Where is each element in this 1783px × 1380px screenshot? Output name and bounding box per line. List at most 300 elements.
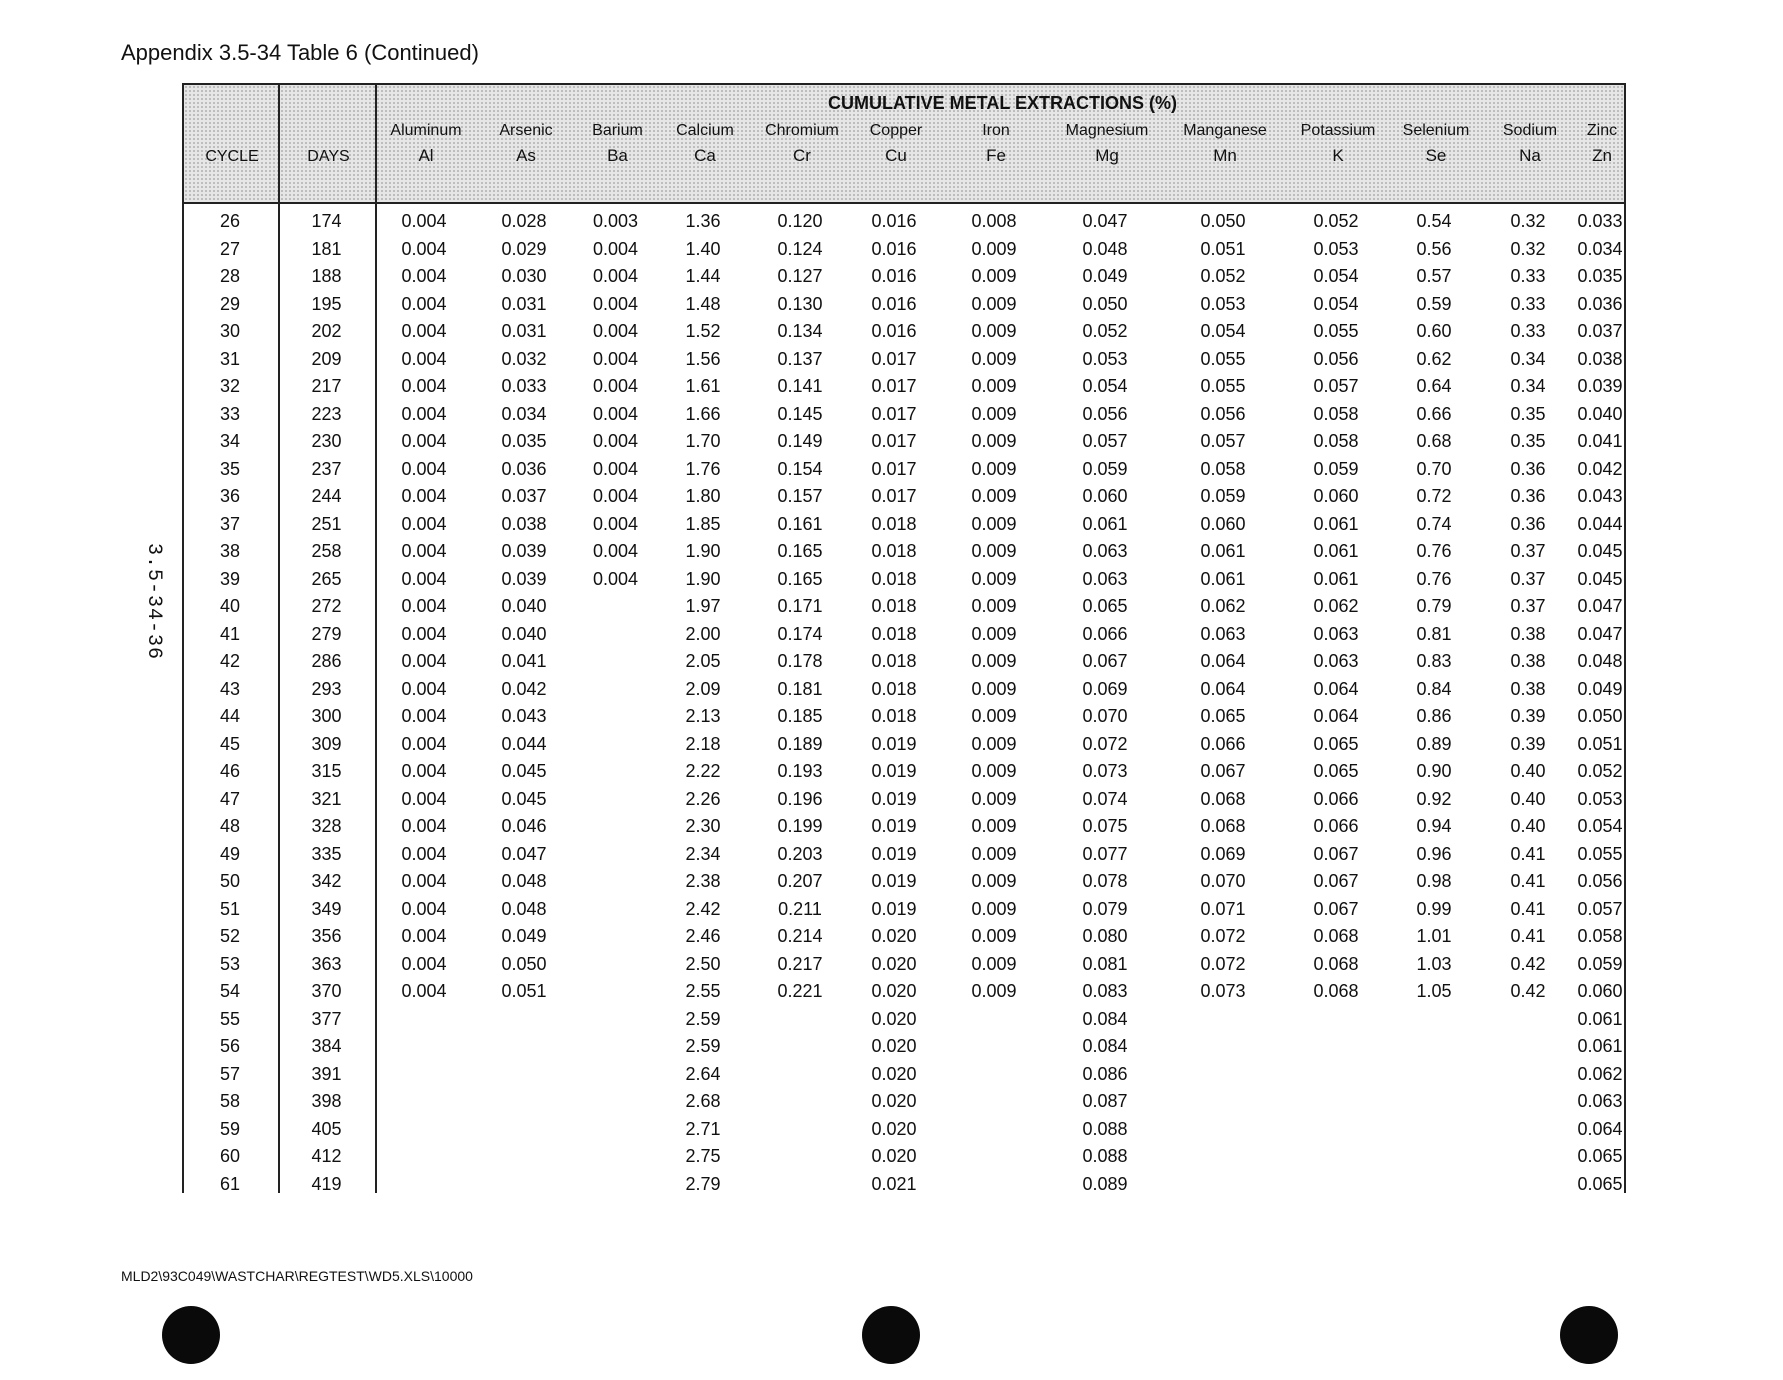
cell-as: 0.035 xyxy=(501,431,547,451)
table-row xyxy=(182,896,1626,924)
cell-cr xyxy=(750,1116,850,1144)
cell-ca: 2.13 xyxy=(685,706,721,726)
cell-fe: 0.009 xyxy=(971,403,1017,424)
cell-cycle: 57 xyxy=(219,1063,241,1084)
cell-ba: 0.004 xyxy=(592,348,639,369)
cell-zn: 0.062 xyxy=(1577,1063,1623,1084)
cell-zn: 0.049 xyxy=(1577,678,1623,699)
cell-mn xyxy=(1160,1116,1286,1144)
table-row xyxy=(182,1033,1626,1061)
cell-mn: 0.063 xyxy=(1200,623,1246,644)
cell-cycle: 33 xyxy=(219,403,241,424)
column-symbol: Al xyxy=(418,146,434,165)
cell-cr: 0.124 xyxy=(777,238,823,259)
cell-mg: 0.077 xyxy=(1082,843,1128,864)
cell-as: 0.042 xyxy=(501,678,547,699)
cell-fe: 0.009 xyxy=(971,843,1017,864)
cell-cr: 0.181 xyxy=(777,678,823,699)
cell-na: 0.37 xyxy=(1510,596,1546,616)
cell-ca: 2.05 xyxy=(685,651,721,671)
cell-cr: 0.174 xyxy=(777,623,823,644)
cell-cu: 0.017 xyxy=(871,376,917,396)
cell-as: 0.039 xyxy=(501,568,547,589)
cell-se: 0.62 xyxy=(1416,348,1452,369)
cell-as xyxy=(473,1006,575,1034)
cell-cu: 0.018 xyxy=(871,513,917,534)
column-symbol: DAYS xyxy=(307,148,350,165)
cell-ba xyxy=(575,703,656,731)
cell-mn: 0.064 xyxy=(1200,678,1246,699)
cell-ba xyxy=(575,841,656,869)
column-symbol: Fe xyxy=(986,146,1006,165)
table-row xyxy=(182,813,1626,841)
cell-as: 0.040 xyxy=(501,623,547,644)
cell-fe: 0.009 xyxy=(971,348,1017,369)
cell-zn: 0.033 xyxy=(1577,211,1623,231)
cell-ca: 1.70 xyxy=(685,431,721,451)
cell-mn: 0.062 xyxy=(1200,596,1246,616)
cell-cr: 0.217 xyxy=(777,953,823,974)
cell-ca: 2.34 xyxy=(685,843,721,864)
cell-days: 391 xyxy=(311,1063,342,1084)
cell-cycle: 26 xyxy=(219,211,241,231)
cell-cu: 0.019 xyxy=(871,733,917,754)
table-row xyxy=(182,841,1626,869)
cell-mn: 0.054 xyxy=(1200,321,1246,341)
cell-ca: 2.18 xyxy=(685,733,721,754)
cell-cr xyxy=(750,1006,850,1034)
table-row xyxy=(182,621,1626,649)
cell-ca: 2.79 xyxy=(685,1173,721,1194)
cell-days: 363 xyxy=(311,953,342,974)
cell-cu: 0.017 xyxy=(871,403,917,424)
cell-ca: 2.75 xyxy=(685,1146,721,1166)
cell-ba xyxy=(575,1006,656,1034)
cell-mg: 0.075 xyxy=(1082,816,1128,836)
cell-mn: 0.068 xyxy=(1200,816,1246,836)
cell-k: 0.067 xyxy=(1313,871,1359,891)
cell-zn: 0.065 xyxy=(1577,1146,1623,1166)
cell-zn: 0.037 xyxy=(1577,321,1623,341)
cell-cu: 0.021 xyxy=(871,1173,917,1194)
cell-na: 0.32 xyxy=(1510,211,1546,231)
side-page-number: 3.5-34-36 xyxy=(142,542,166,661)
cell-cycle: 39 xyxy=(219,568,241,589)
cell-na: 0.36 xyxy=(1510,513,1546,534)
cell-cr xyxy=(750,1061,850,1089)
cell-as: 0.031 xyxy=(501,293,547,314)
cell-cu: 0.020 xyxy=(871,1146,917,1166)
cell-days: 251 xyxy=(311,513,342,534)
table-row xyxy=(182,428,1626,456)
cell-ca: 1.90 xyxy=(685,568,721,589)
cell-ba xyxy=(575,1171,656,1199)
column-symbol: Mn xyxy=(1213,146,1237,165)
cell-k: 0.068 xyxy=(1313,981,1359,1001)
cell-as: 0.047 xyxy=(501,843,547,864)
cell-zn: 0.052 xyxy=(1577,761,1623,781)
cell-mn: 0.073 xyxy=(1200,981,1246,1001)
cell-mn: 0.065 xyxy=(1200,706,1246,726)
table-row xyxy=(182,538,1626,566)
cell-zn: 0.043 xyxy=(1577,486,1623,506)
cell-k: 0.062 xyxy=(1313,596,1359,616)
cell-se: 0.89 xyxy=(1416,733,1452,754)
cell-cycle: 40 xyxy=(219,596,241,616)
cell-mn: 0.055 xyxy=(1200,376,1246,396)
cell-mn xyxy=(1160,1088,1286,1116)
cell-as: 0.033 xyxy=(501,376,547,396)
cell-al xyxy=(375,1061,473,1089)
column-header-al xyxy=(377,121,475,166)
cell-se: 0.57 xyxy=(1416,266,1452,286)
cell-days: 230 xyxy=(311,431,342,451)
cell-na: 0.40 xyxy=(1510,788,1546,809)
cell-mg: 0.054 xyxy=(1082,376,1128,396)
cell-ba xyxy=(575,1116,656,1144)
cell-na: 0.32 xyxy=(1510,238,1546,259)
cell-k: 0.066 xyxy=(1313,788,1359,809)
cell-zn: 0.034 xyxy=(1577,238,1623,259)
cell-ba: 0.004 xyxy=(592,321,639,341)
cell-fe: 0.009 xyxy=(971,266,1017,286)
cell-na xyxy=(1482,1006,1574,1034)
cell-ca: 2.09 xyxy=(685,678,721,699)
table-row xyxy=(182,758,1626,786)
cell-mn: 0.050 xyxy=(1200,211,1246,231)
cell-na: 0.34 xyxy=(1510,376,1546,396)
cell-mn: 0.061 xyxy=(1200,568,1246,589)
file-path-footer: MLD2\93C049\WASTCHAR\REGTEST\WD5.XLS\10000 xyxy=(121,1268,473,1284)
cell-al: 0.004 xyxy=(401,541,447,561)
cell-zn: 0.065 xyxy=(1577,1173,1623,1194)
cell-mn xyxy=(1160,1171,1286,1199)
column-header-mn xyxy=(1162,121,1288,166)
cell-mn: 0.058 xyxy=(1200,458,1246,479)
cell-k: 0.065 xyxy=(1313,733,1359,754)
cell-al: 0.004 xyxy=(401,238,447,259)
cell-fe xyxy=(938,1088,1050,1116)
cell-cu: 0.018 xyxy=(871,623,917,644)
table-right-border xyxy=(1624,83,1626,1193)
cell-se: 0.86 xyxy=(1416,706,1452,726)
cell-mg: 0.059 xyxy=(1082,458,1128,479)
cell-ba xyxy=(575,786,656,814)
cell-na: 0.41 xyxy=(1510,871,1546,891)
cell-na: 0.38 xyxy=(1510,651,1546,671)
cell-cr: 0.149 xyxy=(777,431,823,451)
cell-cycle: 34 xyxy=(219,431,241,451)
column-header-ca xyxy=(658,121,752,166)
cell-na: 0.36 xyxy=(1510,458,1546,479)
cell-mn: 0.056 xyxy=(1200,403,1246,424)
cell-mn: 0.060 xyxy=(1200,513,1246,534)
cell-cr: 0.214 xyxy=(777,926,823,946)
cell-days: 384 xyxy=(311,1036,342,1056)
cell-zn: 0.039 xyxy=(1577,376,1623,396)
cell-cycle: 36 xyxy=(219,486,241,506)
column-header-se xyxy=(1388,121,1484,166)
cell-mn: 0.066 xyxy=(1200,733,1246,754)
cell-mn: 0.071 xyxy=(1200,898,1246,919)
punch-hole-left xyxy=(162,1306,220,1364)
cell-al xyxy=(375,1088,473,1116)
cell-as: 0.051 xyxy=(501,981,547,1001)
cell-cycle: 32 xyxy=(219,376,241,396)
cell-ca: 1.48 xyxy=(685,293,721,314)
cell-zn: 0.047 xyxy=(1577,623,1623,644)
cell-zn: 0.059 xyxy=(1577,953,1623,974)
cell-na: 0.37 xyxy=(1510,568,1546,589)
cell-fe: 0.009 xyxy=(971,238,1017,259)
cell-cycle: 37 xyxy=(219,513,241,534)
cell-fe: 0.009 xyxy=(971,321,1017,341)
cell-k xyxy=(1286,1006,1386,1034)
cell-ba: 0.004 xyxy=(592,266,639,286)
cell-ca: 2.55 xyxy=(685,981,721,1001)
table-row xyxy=(182,1006,1626,1034)
cell-se: 0.98 xyxy=(1416,871,1452,891)
cell-mg: 0.088 xyxy=(1082,1118,1128,1139)
cell-mg: 0.063 xyxy=(1082,568,1128,589)
cell-al: 0.004 xyxy=(401,733,447,754)
cell-cu: 0.019 xyxy=(871,871,917,891)
cell-as: 0.044 xyxy=(501,733,547,754)
column-name: Manganese xyxy=(1183,122,1267,139)
column-divider xyxy=(375,83,377,1193)
cell-k: 0.057 xyxy=(1313,376,1359,396)
cell-zn: 0.051 xyxy=(1577,733,1623,754)
cell-zn: 0.035 xyxy=(1577,266,1623,286)
cell-days: 217 xyxy=(311,376,342,396)
cell-ba: 0.004 xyxy=(592,486,639,506)
cell-mg: 0.066 xyxy=(1082,623,1128,644)
cell-k: 0.052 xyxy=(1313,211,1359,231)
column-name: Calcium xyxy=(676,122,734,139)
cell-al: 0.004 xyxy=(401,403,447,424)
column-header-cycle xyxy=(184,147,280,167)
cell-days: 223 xyxy=(311,403,342,424)
table-row xyxy=(182,923,1626,951)
cell-k: 0.068 xyxy=(1313,926,1359,946)
cell-na: 0.40 xyxy=(1510,761,1546,781)
cell-ba xyxy=(575,868,656,896)
cell-k: 0.056 xyxy=(1313,348,1359,369)
cell-days: 419 xyxy=(311,1173,342,1194)
cell-na: 0.33 xyxy=(1510,293,1546,314)
cell-se: 0.60 xyxy=(1416,321,1452,341)
cell-cu: 0.019 xyxy=(871,816,917,836)
cell-cr: 0.130 xyxy=(777,293,823,314)
cell-ba xyxy=(575,813,656,841)
cell-zn: 0.061 xyxy=(1577,1036,1623,1056)
cell-cu: 0.018 xyxy=(871,678,917,699)
cell-as xyxy=(473,1116,575,1144)
cell-ca: 2.50 xyxy=(685,953,721,974)
cell-k xyxy=(1286,1088,1386,1116)
cell-fe: 0.009 xyxy=(971,458,1017,479)
cell-ba xyxy=(575,1143,656,1171)
cell-ca: 1.44 xyxy=(685,266,721,286)
cell-ba: 0.004 xyxy=(592,541,639,561)
cell-ba xyxy=(575,923,656,951)
cell-fe xyxy=(938,1143,1050,1171)
table-row xyxy=(182,648,1626,676)
cell-cr: 0.127 xyxy=(777,266,823,286)
cell-se: 0.70 xyxy=(1416,458,1452,479)
cell-mn: 0.068 xyxy=(1200,788,1246,809)
cell-se: 0.76 xyxy=(1416,541,1452,561)
cell-fe: 0.009 xyxy=(971,816,1017,836)
cell-mn xyxy=(1160,1143,1286,1171)
cell-mn: 0.057 xyxy=(1200,431,1246,451)
cell-ba xyxy=(575,593,656,621)
cell-days: 356 xyxy=(311,926,342,946)
cell-ca: 2.42 xyxy=(685,898,721,919)
cell-na: 0.37 xyxy=(1510,541,1546,561)
cell-as: 0.045 xyxy=(501,761,547,781)
cell-cycle: 60 xyxy=(219,1146,241,1166)
cell-ca: 2.71 xyxy=(685,1118,721,1139)
cell-fe: 0.009 xyxy=(971,871,1017,891)
cell-ba xyxy=(575,978,656,1006)
cell-na: 0.33 xyxy=(1510,266,1546,286)
cell-cr: 0.211 xyxy=(778,898,822,919)
table-row xyxy=(182,566,1626,594)
cell-ba: 0.004 xyxy=(592,513,639,534)
cell-na: 0.41 xyxy=(1510,898,1546,919)
cell-cycle: 28 xyxy=(219,266,241,286)
table-row xyxy=(182,401,1626,429)
cell-mg: 0.073 xyxy=(1082,761,1128,781)
cell-as: 0.041 xyxy=(501,651,547,671)
cell-as: 0.048 xyxy=(501,898,547,919)
table-row xyxy=(182,868,1626,896)
cell-mg: 0.088 xyxy=(1082,1146,1128,1166)
cell-as: 0.032 xyxy=(501,348,547,369)
cell-ca: 2.00 xyxy=(685,623,721,644)
cell-se: 0.84 xyxy=(1416,678,1452,699)
cell-k: 0.067 xyxy=(1313,898,1359,919)
cell-ca: 1.80 xyxy=(685,486,721,506)
cell-fe xyxy=(938,1171,1050,1199)
cell-days: 412 xyxy=(311,1146,342,1166)
cell-se: 0.59 xyxy=(1416,293,1452,314)
cell-days: 377 xyxy=(311,1008,342,1029)
cell-cu: 0.018 xyxy=(871,651,917,671)
punch-hole-right xyxy=(1560,1306,1618,1364)
cell-na: 0.42 xyxy=(1510,981,1546,1001)
cell-mg: 0.067 xyxy=(1082,651,1128,671)
cell-days: 328 xyxy=(311,816,342,836)
cell-cycle: 46 xyxy=(219,761,241,781)
cell-ca: 2.46 xyxy=(685,926,721,946)
cell-mg: 0.080 xyxy=(1082,926,1128,946)
table-row xyxy=(182,1143,1626,1171)
cell-al xyxy=(375,1006,473,1034)
cell-k xyxy=(1286,1061,1386,1089)
cell-zn: 0.045 xyxy=(1577,568,1623,589)
cell-mg: 0.070 xyxy=(1082,706,1128,726)
cell-fe: 0.009 xyxy=(971,486,1017,506)
cell-mg: 0.056 xyxy=(1082,403,1128,424)
cell-as: 0.049 xyxy=(501,926,547,946)
table-row xyxy=(182,593,1626,621)
cell-cu: 0.019 xyxy=(871,761,917,781)
cell-cr xyxy=(750,1033,850,1061)
punch-hole-middle xyxy=(862,1306,920,1364)
column-symbol: Mg xyxy=(1095,146,1119,165)
cell-cr: 0.185 xyxy=(777,706,823,726)
cell-zn: 0.048 xyxy=(1577,651,1623,671)
cell-k xyxy=(1286,1143,1386,1171)
cell-se xyxy=(1386,1171,1482,1199)
cell-se xyxy=(1386,1088,1482,1116)
cell-mg: 0.048 xyxy=(1082,238,1128,259)
column-symbol: Ba xyxy=(607,146,628,165)
cell-zn: 0.053 xyxy=(1577,788,1623,809)
cell-cycle: 45 xyxy=(219,733,241,754)
cell-cycle: 53 xyxy=(219,953,241,974)
cell-mg: 0.063 xyxy=(1082,541,1128,561)
cell-k: 0.061 xyxy=(1313,541,1359,561)
cell-days: 258 xyxy=(311,541,342,561)
cell-al: 0.004 xyxy=(401,953,447,974)
column-header-na xyxy=(1484,121,1576,166)
cell-zn: 0.047 xyxy=(1577,596,1623,616)
cell-zn: 0.038 xyxy=(1577,348,1623,369)
table-row xyxy=(182,318,1626,346)
cell-days: 349 xyxy=(311,898,342,919)
cell-mg: 0.078 xyxy=(1082,871,1128,891)
cell-ca: 2.30 xyxy=(685,816,721,836)
cell-mg: 0.061 xyxy=(1082,513,1128,534)
cell-cr: 0.145 xyxy=(777,403,823,424)
cell-al: 0.004 xyxy=(401,596,447,616)
cell-days: 405 xyxy=(311,1118,342,1139)
cell-ba xyxy=(575,731,656,759)
table-row xyxy=(182,236,1626,264)
cell-ba xyxy=(575,951,656,979)
column-symbol: CYCLE xyxy=(205,148,259,165)
cell-fe: 0.009 xyxy=(971,706,1017,726)
cell-k xyxy=(1286,1171,1386,1199)
cell-days: 244 xyxy=(311,486,342,506)
table-row xyxy=(182,1116,1626,1144)
cell-zn: 0.054 xyxy=(1577,816,1623,836)
cell-cr: 0.157 xyxy=(777,486,823,506)
cell-na: 0.33 xyxy=(1510,321,1546,341)
cell-fe: 0.009 xyxy=(971,926,1017,946)
cell-fe: 0.009 xyxy=(971,596,1017,616)
table-row xyxy=(182,291,1626,319)
cell-na: 0.38 xyxy=(1510,678,1546,699)
cell-ca: 1.97 xyxy=(685,596,721,616)
cell-cr: 0.193 xyxy=(777,761,823,781)
cell-fe xyxy=(938,1006,1050,1034)
cell-se: 0.68 xyxy=(1416,431,1452,451)
cell-fe: 0.009 xyxy=(971,293,1017,314)
column-header-zn xyxy=(1576,121,1628,166)
cell-cu: 0.017 xyxy=(871,431,917,451)
cell-al: 0.004 xyxy=(401,376,447,396)
cell-zn: 0.056 xyxy=(1577,871,1623,891)
cell-mg: 0.072 xyxy=(1082,733,1128,754)
cell-as: 0.028 xyxy=(501,211,547,231)
cell-se xyxy=(1386,1061,1482,1089)
cell-cycle: 58 xyxy=(219,1091,241,1111)
cell-cycle: 48 xyxy=(219,816,241,836)
